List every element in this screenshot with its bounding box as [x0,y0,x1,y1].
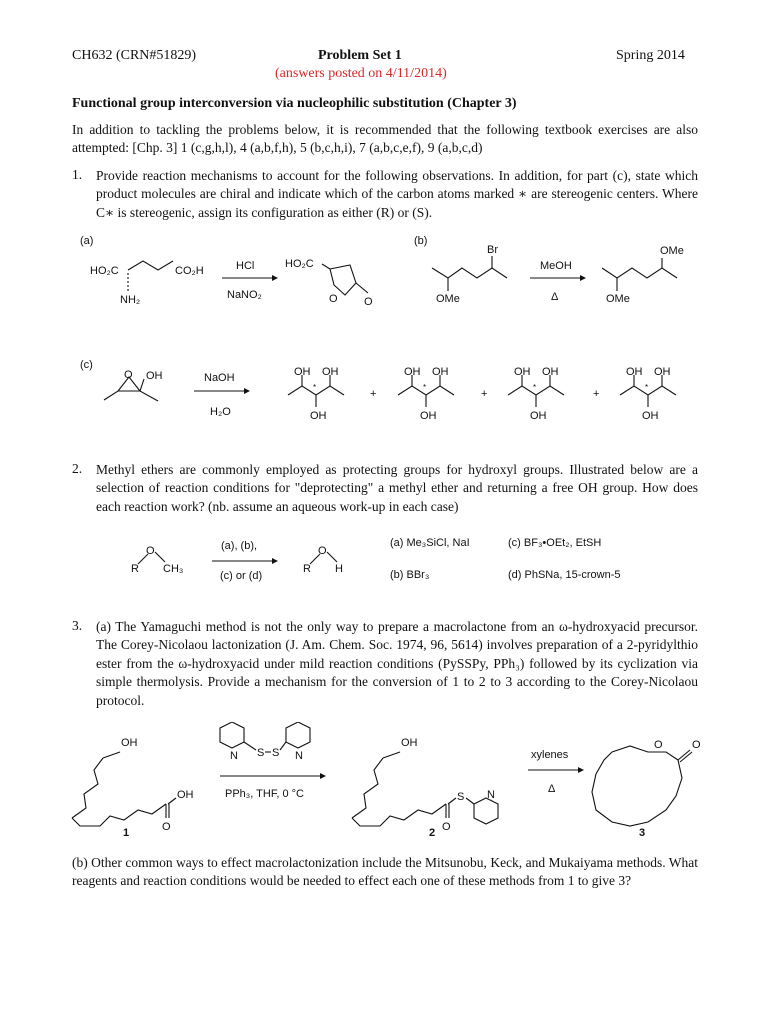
svg-text:*: * [533,383,537,392]
svg-text:O: O [162,821,171,833]
q1b-prod-chain [602,268,677,278]
q2-prod-h: H [335,563,343,575]
svg-text:OH: OH [121,737,138,749]
q1a-carbonyl [356,283,368,293]
q1c-product-4 [620,366,676,422]
course-code: CH632 (CRN#51829) [72,48,197,63]
term: Spring 2014 [616,48,685,63]
svg-text:*: * [313,383,317,392]
q1a-sm-right: CO₂H [175,265,204,277]
q2-sm-o: O [146,545,155,557]
q2-cond-d: (d) PhSNa, 15-crown-5 [508,569,621,581]
q3-number: 3. [72,618,83,633]
q1a-label: (a) [80,235,94,247]
q3a-text: (a) The Yamaguchi method is not the only way to prepare a macrolactone from an ω-hydroxyacid precursor. The Corey-Nicolaou lactonization (J. Am. Chem. Soc. 1974, 96, 5614) involves preparation of a 2-pyridylthio ester from the ω-hydroxyacid under mild reaction conditions (PySSPy, PPh₃) followed by its cyclization via simple thermolysis. Provide a mechanism for the conversion of 1 to 2 to 3 according to the Corey-Nicolaou protocol. [96,619,698,708]
q2-text: Methyl ethers are commonly employed as protecting groups for hydroxyl groups. Illustrated below are a selection of reaction conditions for "deprotecting" a methyl ether and returning a free OH group. How does each reaction work? (nb. assume an aqueous work-up in each case) [96,462,698,514]
pyssPy-reagent [220,722,310,762]
q1c-product-1 [288,366,344,422]
svg-text:*: * [423,383,427,392]
q1a-lactone-ring [322,264,356,295]
svg-text:OH: OH [432,366,449,378]
q3b-text: (b) Other common ways to effect macrolactonization include the Mitsunobu, Keck, and Mukaiyama methods. What reagents and reaction conditions would be needed to effect each one of these methods from 1 to give 3? [72,855,698,889]
q1c-plus-2: + [481,388,488,400]
svg-text:N: N [487,789,495,801]
q1a-sm-left: HO₂C [90,265,119,277]
q1-number: 1. [72,167,83,182]
q1-schemes [0,225,768,435]
q2-cond-c: (c) BF₃•OEt₂, EtSH [508,537,602,549]
svg-text:OH: OH [404,366,421,378]
svg-text:OH: OH [294,366,311,378]
q2-sm-r: R [131,563,139,575]
q1c-oh-bond [140,379,144,391]
answers-note: (answers posted on 4/11/2014) [275,66,447,81]
q2-sm-ch3: CH₃ [163,563,184,575]
q1a-reagent-top: HCl [236,260,255,272]
q3-xylenes: xylenes [531,749,569,761]
svg-text:OH: OH [401,737,418,749]
svg-text:OH: OH [642,410,659,422]
section-title: Functional group interconversion via nucleophilic substitution (Chapter 3) [72,96,517,111]
q3-reagent-bottom: PPh₃, THF, 0 °C [225,788,304,800]
q2-number: 2. [72,461,83,476]
q3-delta: Δ [548,783,556,795]
q1c-epoxide-chain [104,391,158,401]
svg-text:S: S [257,747,265,759]
q1c-label: (c) [80,359,93,371]
q1b-reagent-top: MeOH [540,260,572,272]
q2-prod-r: R [303,563,311,575]
svg-text:O: O [654,739,663,751]
q1c-reagent-top: NaOH [204,372,235,384]
svg-text:OH: OH [542,366,559,378]
q3-scheme [0,722,768,844]
svg-text:O: O [442,821,451,833]
svg-text:OH: OH [177,789,194,801]
svg-text:OH: OH [626,366,643,378]
svg-text:OH: OH [310,410,327,422]
compound-3 [592,739,701,826]
svg-text:OH: OH [654,366,671,378]
compound-1 [72,737,194,833]
q1a-reagent-bottom: NaNO₂ [227,289,262,301]
q1a-chain [128,261,173,270]
label-3: 3 [639,827,646,839]
label-1: 1 [123,827,130,839]
q1c-product-2 [398,366,454,422]
intro-paragraph: In addition to tackling the problems below, it is recommended that the following textbook exercises are also attempted: [Chp. 3] 1 (c,g,h,l), 4 (a,b,f,h), 5 (b,c,h,i), 7 (a,b,c,e,f), 9 (a,b,c,d) [72,122,698,156]
q1b-prod-ome-top: OMe [660,245,684,257]
q2-cond-b: (b) BBr₃ [390,569,430,581]
q1c-plus-1: + [370,388,377,400]
label-2: 2 [429,827,436,839]
svg-text:O: O [692,739,701,751]
q1b-sm-chain [432,268,507,278]
page-title: Problem Set 1 [318,48,402,63]
svg-text:S: S [457,791,465,803]
q2-scheme [0,528,768,588]
q1b-label: (b) [414,235,428,247]
q2-arrow-bottom: (c) or (d) [220,570,263,582]
q1a-carbonyl-o: O [364,296,373,308]
svg-text:*: * [645,383,649,392]
q2-arrow-top: (a), (b), [221,540,258,552]
q1c-plus-3: + [593,388,600,400]
svg-text:OH: OH [322,366,339,378]
q1b-prod-ome-bottom: OMe [606,293,630,305]
q1c-sm-oh: OH [146,370,163,382]
q1a-product-acid: HO₂C [285,258,314,270]
svg-text:OH: OH [514,366,531,378]
q1-text: Provide reaction mechanisms to account for the following observations. In addition, for part (c), state which product molecules are chiral and indicate which of the carbon atoms marked ∗ are stereogenic centers. Where C∗ is stereogenic, assign its configuration as either (R) or (S). [96,168,698,220]
q1c-product-3 [508,366,564,422]
compound-2 [352,737,498,833]
q1a-amine: NH₂ [120,294,141,306]
svg-text:N: N [230,750,238,762]
q1a-ring-o: O [329,293,338,305]
q1c-epoxide-o: O [124,369,133,381]
svg-text:N: N [295,750,303,762]
svg-text:OH: OH [420,410,437,422]
q1b-sm-ome: OMe [436,293,460,305]
q1c-reagent-bottom: H₂O [210,406,231,418]
svg-text:OH: OH [530,410,547,422]
q1b-br: Br [487,244,498,256]
svg-text:S: S [272,747,280,759]
q2-prod-o: O [318,545,327,557]
q2-cond-a: (a) Me₃SiCl, NaI [390,537,470,549]
q1b-reagent-bottom: Δ [551,291,559,303]
